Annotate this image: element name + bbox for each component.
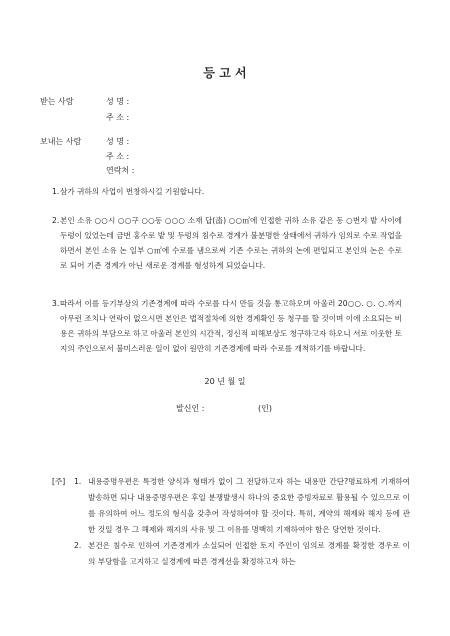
- paragraph-1: [52, 184, 402, 199]
- paragraph-3: [52, 296, 402, 356]
- paragraph-number: 3.: [52, 299, 60, 308]
- paragraph-text: 본인 소유 ○○시 ○○구 ○○동 ○○○ 소재 답(畓) ○○㎡에 인접한 귀하 소유 같은 동 ○번지 밭 사이에 두렁이 있었는데 금번 홍수로 밭 및 두렁의 침수로 경계가 불분명한 상태에서 귀하가 임의로 수로 작업을 하면서 본인 소유 논 일부 ○㎡에 수로를 냄으로써 기존 수로는 귀하의 논에 편입되고 본인의 논은 수로로 되어 기존 경계가 아닌 새로운 경계를 형성하게 되었습니다.: [60, 216, 402, 270]
- recipient-name-label: 성 명 :: [106, 97, 130, 106]
- document-title: 등 고 서: [203, 66, 247, 80]
- paragraph-number: 2.: [52, 216, 60, 225]
- recipient-label: 받는 사람: [40, 97, 74, 106]
- recipient-address-label: 주 소 :: [106, 113, 130, 122]
- note-text: 내용증명우편은 특정한 양식과 형태가 없이 그 전달하고자 하는 내용만 간단?명료하게 기재하여 발송하면 되나 내용증명우편은 후일 분쟁발생시 하나의 중요한 증빙자료로 활용될 수 있으므로 이를 유의하여 어느 정도의 형식을 갖추어 작성하여야 할 것이다. 특히, 계약의 해제와 해지 등에 관한 것일 경우 그 해제와 해지의 사유 및 그 이유를 명백히 기재하여야 함은 당연한 것이다.: [88, 477, 410, 534]
- note-item-2: [52, 538, 410, 570]
- note-item-1: [52, 474, 410, 538]
- sender-address-label: 주 소 :: [106, 152, 130, 161]
- sender-name-label: 성 명 :: [106, 137, 130, 146]
- date-line: 20 년 월 일: [204, 377, 246, 386]
- signature-label: 발신인 :: [176, 404, 205, 413]
- notes-block: [52, 474, 410, 570]
- note-text: 본건은 침수로 인하여 기존경계가 소실되어 인접한 토지 주인이 임의로 경계를 확정한 경우로 이의 부당함을 고지하고 실경계에 따른 경계선을 확정하고자 하는: [88, 541, 410, 566]
- signature-seal: (인): [258, 404, 272, 413]
- paragraph-number: 1.: [52, 187, 60, 196]
- sender-contact-label: 연락처 :: [106, 166, 135, 175]
- notes-tag: [주]: [52, 477, 66, 486]
- note-number: 1.: [74, 477, 82, 486]
- paragraph-text: 따라서 이를 등기부상의 기존경계에 따라 수로를 다시 만들 것을 통고하오며 아울러 20○○. ○. ○.까지 아무런 조치나 연락이 없으시면 본인은 법적절차에 의한 경계확인 등 청구를 할 것이며 이에 소요되는 비용은 귀하의 부담으로 하고 아울러 본인의 시간적, 정신적 피해보상도 청구하고자 하오니 서로 이웃한 토지의 주인으로서 불미스러운 일이 없이 원만히 기존경계에 따라 수로를 개척하기를 바랍니다.: [60, 299, 402, 353]
- paragraph-text: 삼가 귀하의 사업이 번창하시길 기원합니다.: [60, 187, 205, 196]
- paragraph-2: [52, 213, 402, 273]
- note-number: 2.: [74, 541, 82, 550]
- sender-label: 보내는 사람: [40, 137, 82, 146]
